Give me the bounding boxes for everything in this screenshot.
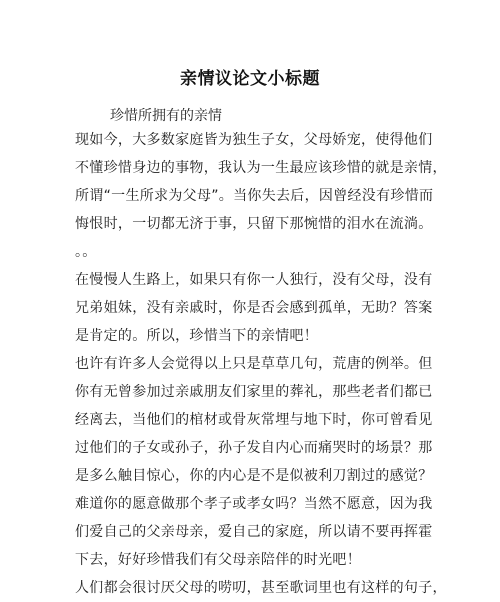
text-line: 。。 — [75, 244, 97, 260]
text-line: 难道你的愿意做那个孝子或孝女吗？当然不愿意，因为我 — [75, 496, 433, 512]
text-line: 在慢慢人生路上，如果只有你一人独行，没有父母，没有 — [75, 272, 433, 288]
body-text — [75, 126, 447, 602]
text-line: 也许有许多人会觉得以上只是草草几句，荒唐的例举。但 — [75, 356, 433, 372]
section-subtitle: 珍惜所拥有的亲情 — [110, 108, 222, 124]
text-line: 过他们的子女或孙子，孙子发自内心而痛哭时的场景？那 — [75, 440, 433, 456]
text-line: 你有无曾参加过亲戚朋友们家里的葬礼，那些老者们都已 — [75, 384, 433, 400]
text-line: 们爱自己的父亲母亲，爱自己的家庭，所以请不要再挥霍 — [75, 524, 433, 540]
text-line: 是肯定的。所以，珍惜当下的亲情吧！ — [75, 328, 319, 344]
text-line: 经离去，当他们的棺材或骨灰常埋与地下时，你可曾看见 — [75, 412, 433, 428]
text-line: 是多么触目惊心，你的内心是不是似被利刀割过的感觉？ — [75, 468, 433, 484]
text-line: 所谓“一生所求为父母”。当你失去后，因曾经没有珍惜而 — [75, 188, 434, 204]
text-line: 人们都会很讨厌父母的唠叨，甚至歌词里也有这样的句子， — [75, 580, 447, 596]
document-title: 亲情议论文小标题 — [180, 69, 320, 89]
text-line: 不懂珍惜身边的事物，我认为一生最应该珍惜的就是亲情， — [75, 160, 447, 176]
text-line: 兄弟姐妹，没有亲戚时，你是否会感到孤单，无助？答案 — [75, 300, 433, 316]
text-line: 悔恨时，一切都无济于事，只留下那惋惜的泪水在流淌。 — [75, 216, 433, 232]
text-line: 现如今，大多数家庭皆为独生子女，父母娇宠，使得他们 — [75, 132, 433, 148]
text-line: 下去，好好珍惜我们有父母亲陪伴的时光吧！ — [75, 552, 361, 568]
